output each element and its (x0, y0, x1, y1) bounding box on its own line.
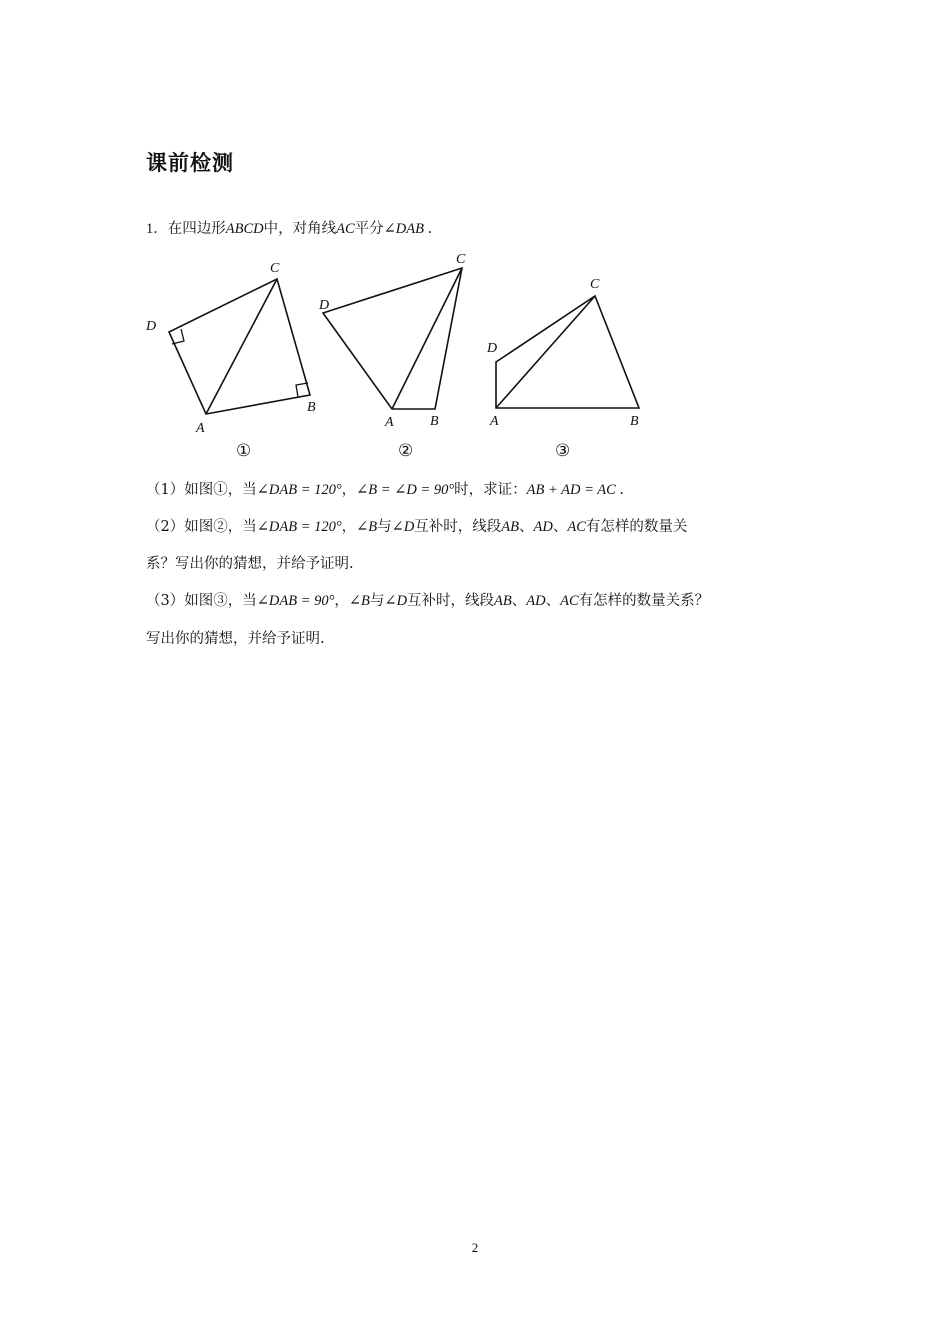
p1-condition-1: ∠DAB = 120° (256, 482, 342, 498)
fig3-label-b: B (630, 414, 639, 429)
p2-prefix: （2）如图②，当 (146, 519, 257, 535)
fig1-label-a: A (196, 421, 205, 436)
stem-text-2: 中，对角线 (263, 221, 337, 237)
p3-mid: 互补时，线段 (407, 593, 495, 609)
section-title: 课前检测 (146, 151, 234, 175)
fig3-label-c: C (590, 277, 600, 292)
fig3-label-a: A (490, 414, 499, 429)
p2-segment-ac: AC (567, 519, 586, 535)
fig3-caption: ③ (555, 441, 571, 460)
fig2-label-c: C (456, 252, 466, 267)
question-stem (146, 217, 432, 238)
p3-angle-d: ∠D (384, 593, 408, 609)
stem-text-3: 平分 (354, 221, 384, 237)
p3-comma-2: 、 (545, 593, 561, 609)
part-2-line-1 (146, 515, 687, 536)
fig1-label-d: D (146, 319, 157, 334)
fig2-label-a: A (385, 415, 394, 430)
p1-sep: ， (341, 482, 357, 498)
angle-name: ∠DAB (383, 221, 424, 237)
fig3-label-d: D (487, 341, 498, 356)
fig2-quadrilateral (323, 268, 462, 409)
part-1 (146, 478, 624, 499)
p2-comma-1: 、 (519, 519, 534, 535)
p2-condition-1: ∠DAB = 120° (256, 519, 342, 535)
p1-prefix: （1）如图①，当 (146, 482, 257, 498)
p3-condition-1: ∠DAB = 90° (256, 593, 335, 609)
p3-prefix: （3）如图③，当 (146, 593, 257, 609)
p3-tail: 有怎样的数量关系？ (578, 593, 710, 609)
p1-claim: AB + AD = AC (526, 482, 616, 498)
figure-3 (496, 296, 639, 408)
p2-angle-b: ∠B (356, 519, 378, 535)
figure-2 (323, 268, 462, 409)
fig3-quadrilateral (496, 296, 639, 408)
p1-end: . (619, 482, 625, 498)
p2-with: 与 (377, 519, 392, 535)
p2-angle-d: ∠D (391, 519, 415, 535)
p3-angle-b: ∠B (348, 593, 370, 609)
p3-with: 与 (369, 593, 385, 609)
geometry-figures (140, 248, 660, 463)
quad-name: ABCD (225, 221, 264, 237)
p3-segment-ad: AD (526, 593, 546, 609)
stem-end: . (427, 221, 433, 237)
p2-comma-2: 、 (552, 519, 568, 535)
part-2-line-2: 系？写出你的猜想，并给予证明. (146, 556, 354, 572)
p2-segment-ad: AD (533, 519, 553, 535)
p1-condition-2: ∠B = ∠D = 90° (356, 482, 455, 498)
page-number: 2 (471, 1240, 479, 1255)
question-number: 1． (146, 221, 168, 237)
p3-sep: ， (334, 593, 349, 609)
diagonal-name: AC (336, 221, 355, 237)
p1-mid: 时，求证： (454, 482, 527, 498)
fig1-caption: ① (236, 441, 252, 460)
p2-segment-ab: AB (501, 519, 520, 535)
part-3-line-1 (146, 589, 709, 610)
p2-mid: 互补时，线段 (414, 519, 502, 535)
fig1-quadrilateral (169, 279, 310, 414)
fig2-caption: ② (398, 441, 414, 460)
figure-1 (169, 279, 310, 414)
fig2-label-b: B (430, 414, 439, 429)
p3-segment-ab: AB (494, 593, 512, 609)
p2-sep: ， (341, 519, 357, 535)
fig1-label-c: C (270, 261, 280, 276)
fig1-label-b: B (307, 400, 316, 415)
part-3-line-2: 写出你的猜想，并给予证明. (146, 631, 325, 647)
fig2-label-d: D (319, 298, 330, 313)
fig2-diagonal-ac (392, 268, 462, 409)
fig1-diagonal-ac (206, 279, 277, 414)
p3-comma-1: 、 (511, 593, 527, 609)
stem-text-1: 在四边形 (167, 221, 226, 237)
p3-segment-ac: AC (560, 593, 579, 609)
p2-tail: 有怎样的数量关 (585, 519, 688, 535)
